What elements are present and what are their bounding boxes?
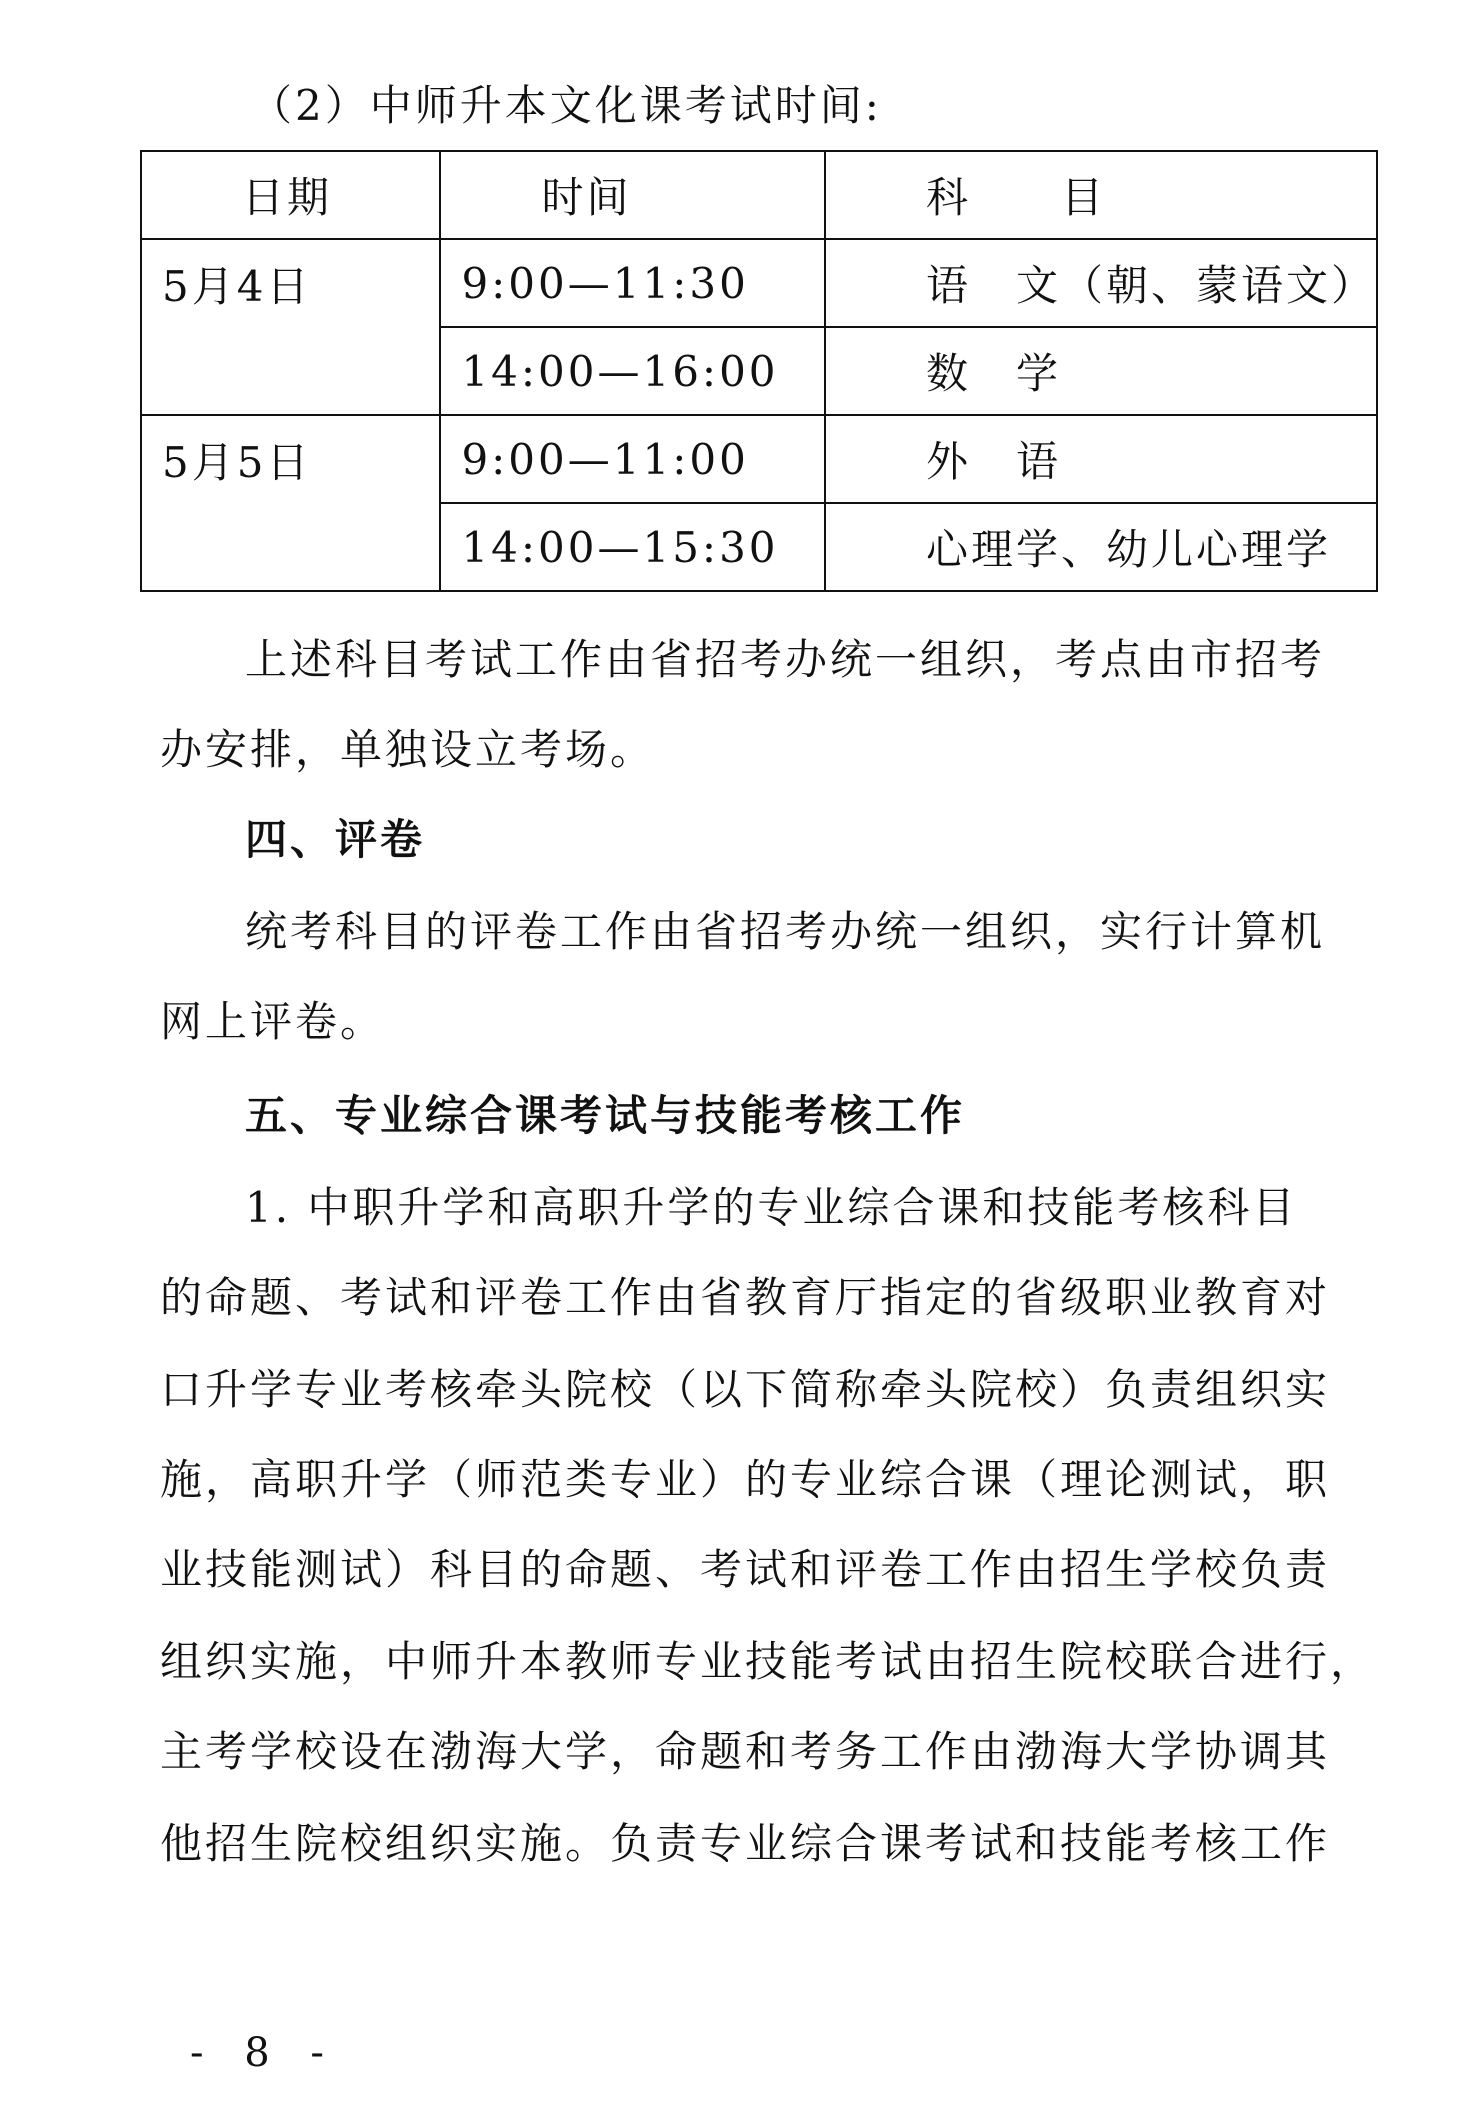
date-cell: 5月4日 (141, 239, 440, 415)
paragraph-line: 施，高职升学（师范类专业）的专业综合课（理论测试，职 (160, 1455, 1331, 1504)
paragraph-line: 主考学校设在渤海大学，命题和考务工作由渤海大学协调其 (160, 1727, 1331, 1776)
paragraph-line: 办安排，单独设立考场。 (160, 725, 656, 774)
subject-cell: 外 语 (825, 415, 1377, 503)
paragraph-line: 统考科目的评卷工作由省招考办统一组织，实行计算机 (245, 907, 1326, 956)
section-heading: 五、专业综合课考试与技能考核工作 (245, 1091, 966, 1140)
paragraph-line: 组织实施，中师升本教师专业技能考试由招生院校联合进行， (160, 1637, 1376, 1686)
paragraph-line: 网上评卷。 (160, 997, 386, 1046)
table-row (141, 415, 1377, 503)
time-cell: 9:00—11:00 (440, 415, 825, 503)
header-date: 日期 (141, 151, 440, 239)
exam-schedule-table (140, 150, 1378, 592)
time-cell: 9:00—11:30 (440, 239, 825, 327)
time-cell: 14:00—15:30 (440, 503, 825, 591)
subject-cell: 心理学、幼儿心理学 (825, 503, 1377, 591)
table-row (141, 239, 1377, 327)
page-number: - 8 - (190, 2030, 338, 2076)
paragraph-line: 上述科目考试工作由省招考办统一组织，考点由市招考 (245, 635, 1326, 684)
subject-cell: 数 学 (825, 327, 1377, 415)
header-time: 时间 (440, 151, 825, 239)
date-cell: 5月5日 (141, 415, 440, 591)
section-intro: （2）中师升本文化课考试时间: (250, 81, 882, 130)
table-header-row (141, 151, 1377, 239)
paragraph-line: 他招生院校组织实施。负责专业综合课考试和技能考核工作 (160, 1819, 1331, 1868)
subject-cell: 语 文（朝、蒙语文） (825, 239, 1377, 327)
paragraph-line: 业技能测试）科目的命题、考试和评卷工作由招生学校负责 (160, 1545, 1331, 1594)
paragraph-line: 的命题、考试和评卷工作由省教育厅指定的省级职业教育对 (160, 1273, 1331, 1322)
header-subject: 科 目 (825, 151, 1377, 239)
time-cell: 14:00—16:00 (440, 327, 825, 415)
paragraph-line: 口升学专业考核牵头院校（以下简称牵头院校）负责组织实 (160, 1365, 1331, 1414)
section-heading: 四、评卷 (245, 815, 426, 864)
paragraph-line: 1. 中职升学和高职升学的专业综合课和技能考核科目 (245, 1183, 1298, 1232)
